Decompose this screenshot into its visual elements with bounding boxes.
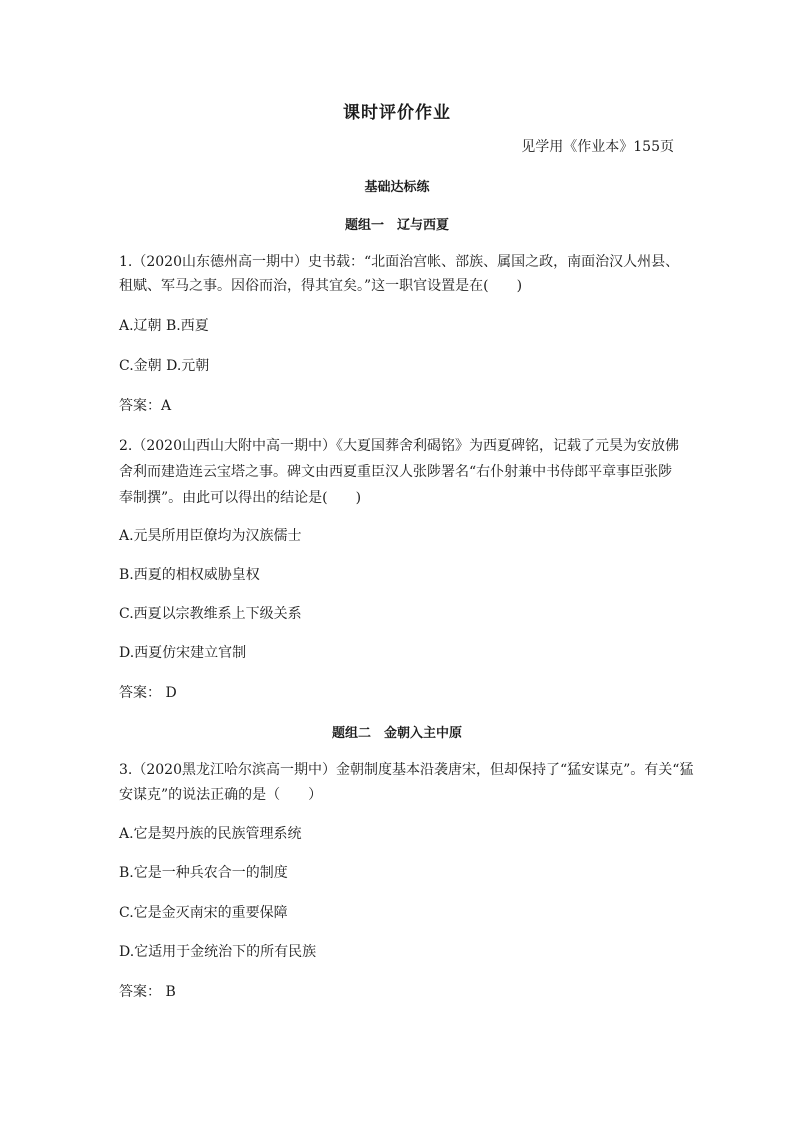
group-heading-2: 题组二 金朝入主中原 [331,726,462,741]
q3-answer: 答案： B [119,984,176,1000]
q1-stem-line-2: 租赋、军马之事。因俗而治，得其宜矣。”这一职官设置是在( ) [119,278,523,294]
q1-stem-line-1: 1.（2020山东德州高一期中）史书载：“北面治宫帐、部族、属国之政，南面治汉人州县、 [119,254,680,270]
q3-stem-line-1: 3.（2020黑龙江哈尔滨高一期中）金朝制度基本沿袭唐宋，但却保持了“猛安谋克”。有关“猛 [119,762,694,778]
group-heading-1: 题组一 辽与西夏 [344,218,449,233]
q2-answer: 答案： D [119,685,177,701]
q2-option-c: C.西夏以宗教维系上下级关系 [119,606,302,622]
q2-stem-line-2: 舍利而建造连云宝塔之事。碑文由西夏重臣汉人张陟署名“右仆射兼中书侍郎平章事臣张陟 [119,464,673,480]
q2-stem-line-3: 奉制撰”。由此可以得出的结论是( ) [119,490,362,506]
page-title: 课时评价作业 [343,103,451,123]
q3-option-c: C.它是金灭南宋的重要保障 [119,905,288,921]
q2-option-a: A.元昊所用臣僚均为汉族儒士 [119,528,302,544]
q2-stem-line-1: 2.（2020山西山大附中高一期中）《大夏国葬舍利碣铭》为西夏碑铭，记载了元昊为安放佛 [119,438,679,454]
q3-option-a: A.它是契丹族的民族管理系统 [119,826,302,842]
q2-option-b: B.西夏的相权威胁皇权 [119,567,260,583]
q1-options-line-1: A.辽朝 B.西夏 [119,318,209,334]
q1-answer: 答案：A [119,398,172,414]
workbook-reference: 见学用《作业本》155页 [521,139,674,155]
q2-option-d: D.西夏仿宋建立官制 [119,645,247,661]
q3-stem-line-2: 安谋克”的说法正确的是（ ） [119,787,323,803]
q3-option-b: B.它是一种兵农合一的制度 [119,865,288,881]
q3-option-d: D.它适用于金统治下的所有民族 [119,944,317,960]
q1-options-line-2: C.金朝 D.元朝 [119,358,210,374]
section-heading: 基础达标练 [364,180,430,195]
